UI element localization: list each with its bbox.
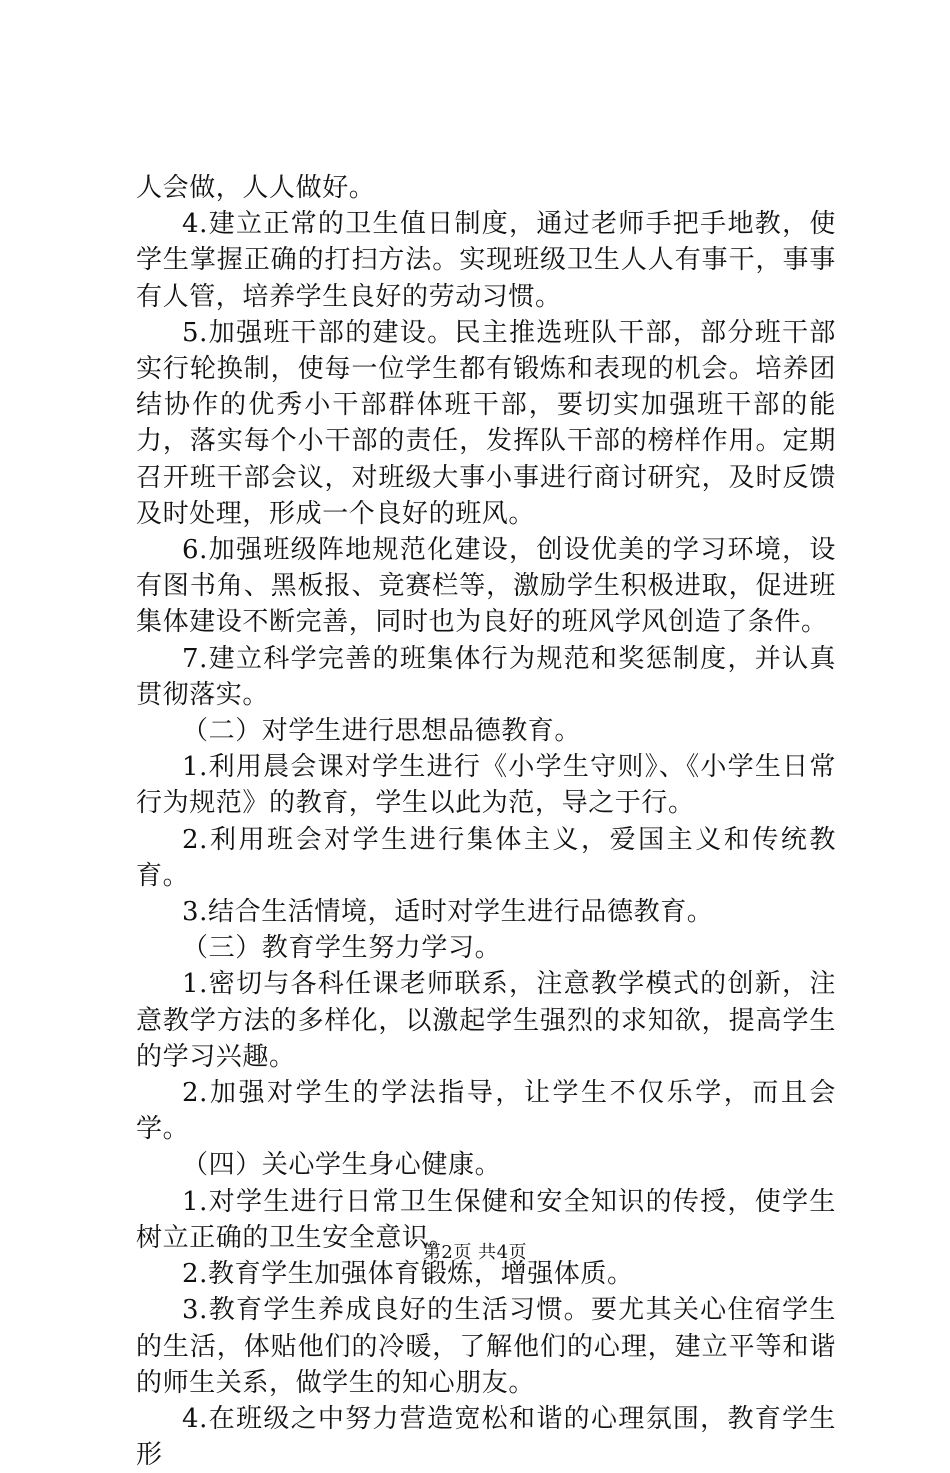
paragraph: 4.建立正常的卫生值日制度，通过老师手把手地教，使学生掌握正确的打扫方法。实现班级卫生人人有事干，事事有人管，培养学生良好的劳动习惯。 bbox=[136, 209, 836, 312]
paragraph: 人会做，人人做好。 bbox=[136, 173, 376, 203]
paragraph: 3.结合生活情境，适时对学生进行品德教育。 bbox=[182, 897, 714, 928]
paragraph: 2.利用班会对学生进行集体主义，爱国主义和传统教育。 bbox=[136, 824, 836, 891]
paragraph: 4.在班级之中努力营造宽松和谐的心理氛围，教育学生形 bbox=[136, 1403, 836, 1471]
paragraph: 6.加强班级阵地规范化建设，创设优美的学习环境，设有图书角、黑板报、竞赛栏等，激励学生积极进取，促进班集体建设不断完善，同时也为良好的班风学风创造了条件。 bbox=[136, 535, 836, 638]
page-footer: 第2页 共4页 bbox=[422, 1242, 528, 1263]
paragraph: 1.利用晨会课对学生进行《小学生守则》、《小学生日常行为规范》的教育，学生以此为范，导之于行。 bbox=[136, 752, 836, 819]
paragraph: 7.建立科学完善的班集体行为规范和奖惩制度，并认真贯彻落实。 bbox=[136, 643, 836, 710]
document-body bbox=[136, 170, 836, 1473]
paragraph: 5.加强班干部的建设。民主推选班队干部，部分班干部实行轮换制，使每一位学生都有锻炼和表现的机会。培养团结协作的优秀小干部群体班干部，要切实加强班干部的能力，落实每个小干部的责任，发挥队干部的榜样作用。定期召开班干部会议，对班级大事小事进行商讨研究，及时反馈及时处理，形成一个良好的班风。 bbox=[136, 317, 836, 529]
paragraph: 1.密切与各科任课老师联系，注意教学模式的创新，注意教学方法的多样化，以激起学生强烈的求知欲，提高学生的学习兴趣。 bbox=[136, 969, 836, 1072]
section-heading: （三）教育学生努力学习。 bbox=[182, 933, 502, 964]
paragraph: 2.加强对学生的学法指导，让学生不仅乐学，而且会学。 bbox=[136, 1078, 836, 1145]
paragraph: 1.对学生进行日常卫生保健和安全知识的传授，使学生树立正确的卫生安全意识。 bbox=[136, 1186, 836, 1253]
section-heading: （四）关心学生身心健康。 bbox=[182, 1150, 502, 1181]
paragraph: 2.教育学生加强体育锻炼，增强体质。 bbox=[182, 1259, 634, 1290]
section-heading: （二）对学生进行思想品德教育。 bbox=[182, 716, 582, 747]
paragraph: 3.教育学生养成良好的生活习惯。要尤其关心住宿学生的生活，体贴他们的冷暖，了解他们的心理，建立平等和谐的师生关系，做学生的知心朋友。 bbox=[136, 1295, 836, 1398]
